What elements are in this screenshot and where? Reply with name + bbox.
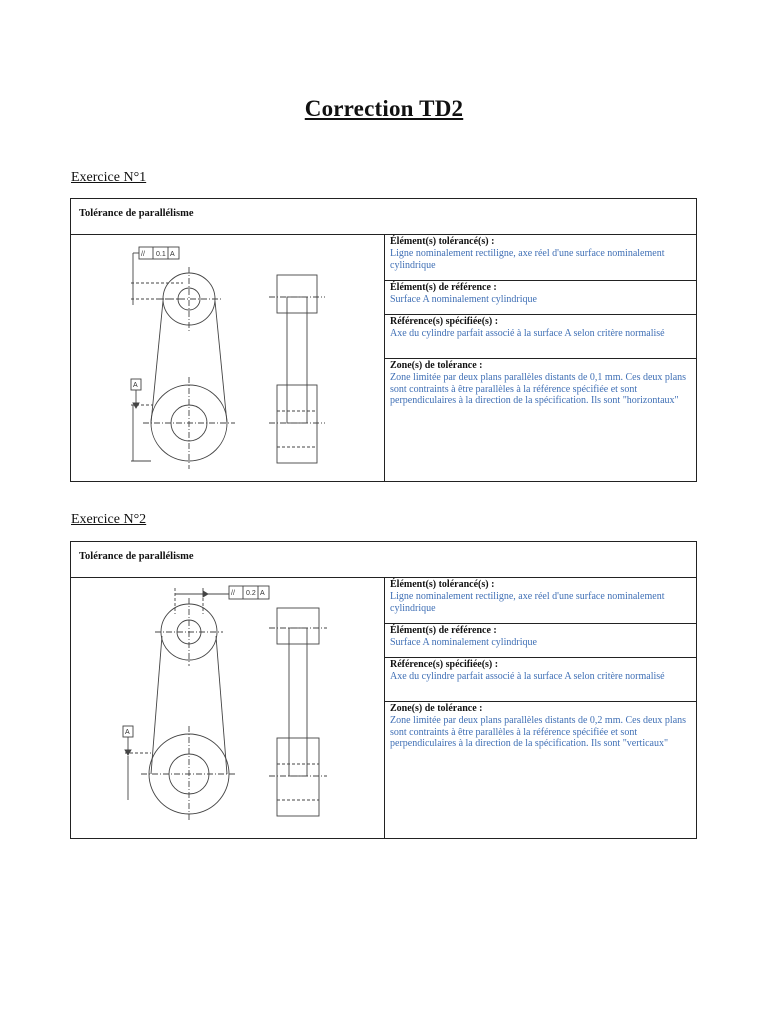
exercise-1-table bbox=[70, 198, 697, 482]
exercise-2-fcf-tolerance: 0.2 bbox=[246, 590, 256, 597]
row-text: Surface A nominalement cylindrique bbox=[390, 294, 537, 305]
exercise-1-row-specified-reference bbox=[385, 315, 696, 359]
exercise-1-fcf-symbol: // bbox=[141, 251, 145, 258]
exercise-2-table-title: Tolérance de parallélisme bbox=[71, 542, 696, 578]
exercise-1-fcf-datum: A bbox=[170, 251, 175, 258]
exercise-2-fcf-symbol: // bbox=[231, 590, 235, 597]
row-text: Axe du cylindre parfait associé à la surface A selon critère normalisé bbox=[390, 671, 665, 682]
row-text: Ligne nominalement rectiligne, axe réel d'une surface nominalement cylindrique bbox=[390, 248, 665, 271]
row-label: Élément(s) tolérancé(s) : bbox=[390, 236, 495, 247]
exercise-2-datum-label: A bbox=[125, 729, 130, 736]
row-label: Élément(s) tolérancé(s) : bbox=[390, 579, 495, 590]
row-text: Ligne nominalement rectiligne, axe réel d'une surface nominalement cylindrique bbox=[390, 591, 665, 614]
exercise-1-row-reference-element bbox=[385, 281, 696, 315]
exercise-2-rows bbox=[385, 578, 696, 838]
exercise-1-table-title: Tolérance de parallélisme bbox=[71, 199, 696, 235]
exercise-2-heading: Exercice N°2 bbox=[71, 512, 147, 527]
row-text: Zone limitée par deux plans parallèles distants de 0,1 mm. Ces deux plans sont contraints à être parallèles à la référence spécifiée et sont perpendiculaires à la direction de la spécification. Ils sont "horizontaux" bbox=[390, 372, 687, 406]
row-text: Surface A nominalement cylindrique bbox=[390, 637, 537, 648]
exercise-2-row-tolerance-zone bbox=[385, 702, 696, 838]
row-label: Référence(s) spécifiée(s) : bbox=[390, 316, 499, 327]
exercise-1-row-toleranced bbox=[385, 235, 696, 281]
exercise-2-table bbox=[70, 541, 697, 839]
row-text: Axe du cylindre parfait associé à la surface A selon critère normalisé bbox=[390, 328, 665, 339]
exercise-1-heading: Exercice N°1 bbox=[71, 170, 147, 185]
row-label: Élément(s) de référence : bbox=[390, 625, 497, 636]
exercise-2-row-reference-element bbox=[385, 624, 696, 658]
exercise-2-row-toleranced bbox=[385, 578, 696, 624]
exercise-2-drawing-svg bbox=[71, 578, 384, 838]
row-label: Élément(s) de référence : bbox=[390, 282, 497, 293]
row-label: Référence(s) spécifiée(s) : bbox=[390, 659, 499, 670]
exercise-1-row-tolerance-zone bbox=[385, 359, 696, 481]
exercise-1-fcf-tolerance: 0.1 bbox=[156, 251, 166, 258]
page-title: Correction TD2 bbox=[304, 96, 464, 121]
row-label: Zone(s) de tolérance : bbox=[390, 360, 483, 371]
exercise-1-drawing-svg bbox=[71, 235, 384, 481]
exercise-2-fcf-datum: A bbox=[260, 590, 265, 597]
row-label: Zone(s) de tolérance : bbox=[390, 703, 483, 714]
exercise-1-rows bbox=[385, 235, 696, 481]
row-text: Zone limitée par deux plans parallèles distants de 0,2 mm. Ces deux plans sont contraints à être parallèles à la référence spécifiée et sont perpendiculaires à la direction de la spécification. Ils sont "verticaux" bbox=[390, 715, 687, 749]
exercise-1-datum-label: A bbox=[133, 382, 138, 389]
exercise-1-drawing bbox=[71, 235, 385, 481]
exercise-2-row-specified-reference bbox=[385, 658, 696, 702]
exercise-2-drawing bbox=[71, 578, 385, 838]
